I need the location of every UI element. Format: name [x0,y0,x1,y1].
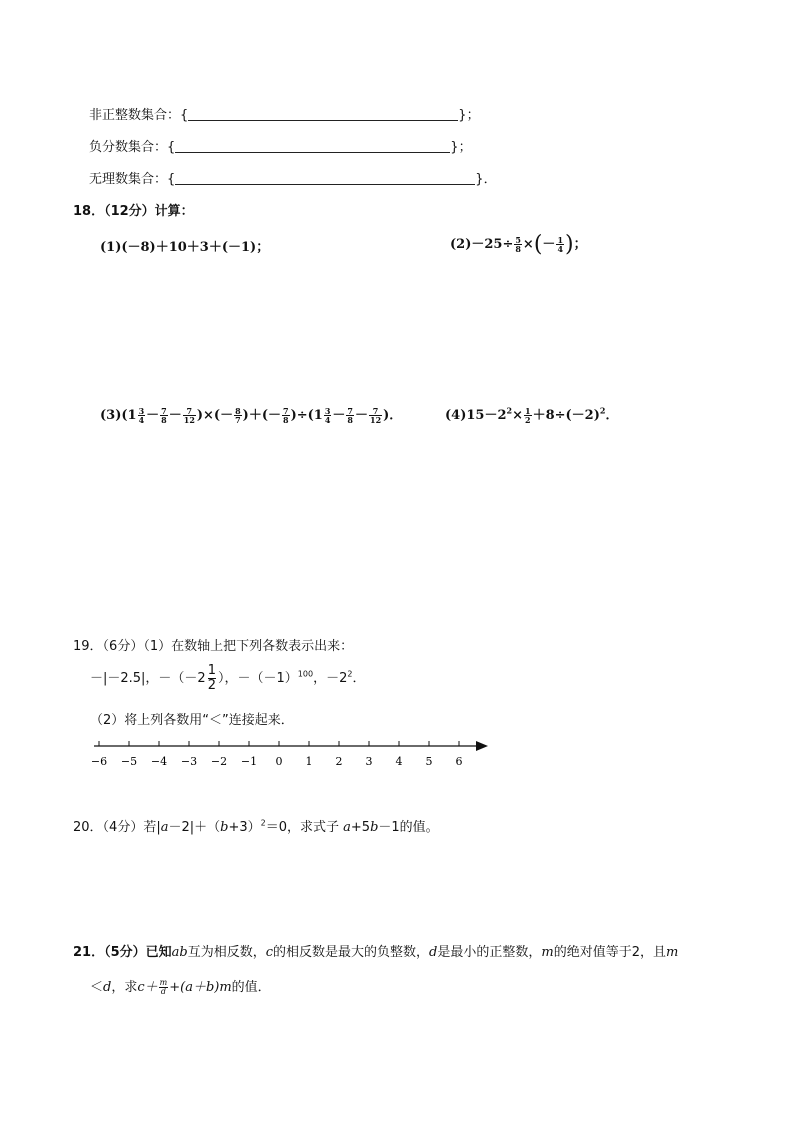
fraction: $\frac{1}{2}$ [207,663,216,693]
axis-tick-label: 3 [365,755,373,768]
q18-part2: (2)－25÷ $\frac{5}{8}$ ×(－ $\frac{1}{4}$ )； [450,232,587,257]
q21-line1: 21．（5分）已知ab互为相反数，c的相反数是最大的负整数，d是最小的正整数，m的绝对值等于2，且m [73,945,679,960]
axis-arrow [476,741,488,751]
set-label: 非正整数集合： [89,108,181,123]
axis-tick-label: −1 [240,755,258,768]
answer-blank[interactable] [188,108,458,121]
q18-part3: (3)(1 $\frac{3}{4}$ － $\frac{7}{8}$ － $\frac{7}{12}$ )×(－ $\frac{8}{7}$ )＋(－ $\frac{7}{8}$ )÷(1 $\frac{3}{4}$ － $\frac{7}{8}$ － $\frac{7}{12}$ )． [100,406,403,425]
q21-line2: ＜d，求c＋ $\frac{m}{d}$ +(a＋b)m的值． [90,978,271,996]
axis-tick-label: −3 [180,755,198,768]
axis-tick-label: −4 [150,755,168,768]
axis-tick-label: 6 [455,755,463,768]
axis-tick-label: 1 [305,755,313,768]
q19-numbers: －|－2.5|，－（－2 $\frac{1}{2}$ ），$-(-1)^{100}$，$-2^2$． [90,663,366,693]
axis-tick-label: 4 [395,755,403,768]
q19-header: 19．（6分）（1）在数轴上把下列各数表示出来： [73,639,354,654]
axis-tick-label: −5 [120,755,138,768]
q18-header: 18．（12分）计算： [73,204,194,219]
q20-question: 20．（4分）若$|a-2|+(b+3)^2=0$，求式子 a+5b－1的值。 [73,818,439,835]
answer-blank[interactable] [175,172,475,185]
set-line-irrationals: 无理数集合：{ }． [89,172,497,187]
number-line [90,734,490,774]
set-label: 无理数集合： [89,172,168,187]
set-line-negative-fractions: 负分数集合：{ }； [89,140,472,155]
axis-tick-label: −2 [210,755,228,768]
q19-part2: （2）将上列各数用“＜”连接起来． [90,713,294,728]
axis-tick-label: 0 [275,755,283,768]
axis-tick-label: 5 [425,755,433,768]
q18-part1: (1)(－8)＋10＋3＋(－1)； [100,240,270,255]
set-line-nonpositive-integers: 非正整数集合：{ }； [89,108,480,123]
q18-part4: $(4)15-2^2\times$ $\frac{1}{2}$ $+8\div(-2)^2$． [445,405,619,425]
answer-blank[interactable] [175,140,450,153]
axis-tick-label: −6 [90,755,108,768]
set-label: 负分数集合： [89,140,168,155]
axis-tick-label: 2 [335,755,343,768]
